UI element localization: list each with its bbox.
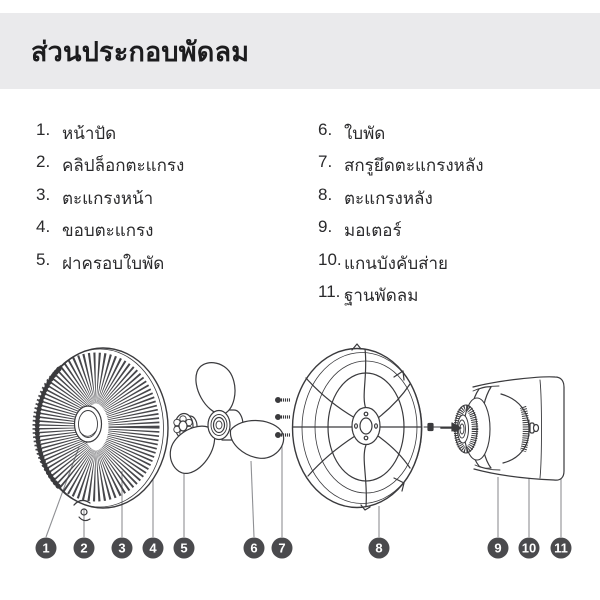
list-item: 8. ตะแกรงหลัง <box>318 184 433 208</box>
list-item: 10. แกนบังคับส่าย <box>318 249 449 273</box>
callout-number: 5 <box>180 540 188 556</box>
header-band <box>0 13 600 89</box>
rear-grille-drawing <box>293 344 460 510</box>
front-grille-drawing <box>37 348 169 521</box>
callout-number: 11 <box>554 540 568 556</box>
callout-number: 10 <box>521 540 537 556</box>
list-item: 2. คลิปล็อกตะแกรง <box>36 152 185 176</box>
list-item: 6. ใบพัด <box>318 120 386 143</box>
motor-assembly-drawing <box>441 377 564 480</box>
parts-list-right <box>318 120 588 314</box>
list-item: 3. ตะแกรงหน้า <box>36 184 154 208</box>
callout-badges <box>36 538 572 559</box>
callout-number: 9 <box>494 540 502 556</box>
list-item: 5. ฝาครอบใบพัด <box>36 249 165 273</box>
list-item: 1. หน้าปัด <box>36 120 117 143</box>
callout-number: 4 <box>149 540 157 556</box>
callout-number: 6 <box>250 540 258 556</box>
callout-number: 1 <box>42 540 50 556</box>
page-title: ส่วนประกอบพัดลม <box>31 36 250 67</box>
exploded-fan-diagram <box>0 330 600 580</box>
parts-list-left <box>36 120 296 282</box>
callout-number: 3 <box>118 540 126 556</box>
callout-number: 2 <box>80 540 88 556</box>
callout-number: 8 <box>375 540 383 556</box>
list-item: 4. ขอบตะแกรง <box>36 217 154 241</box>
list-item: 9. มอเตอร์ <box>318 217 402 241</box>
list-item: 7. สกรูยึดตะแกรงหลัง <box>318 152 484 176</box>
list-item: 11. ฐานพัดลม <box>318 281 419 305</box>
callout-number: 7 <box>278 540 286 556</box>
